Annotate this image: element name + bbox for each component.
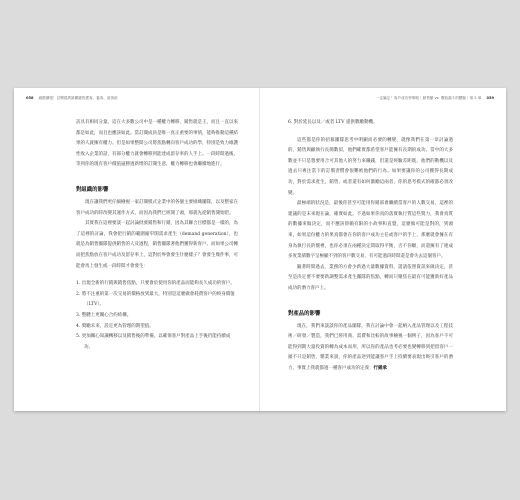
right-paragraph-3: 隨著時間過去，業務的方會少新過大量數據資料，證請依照資訊來做決定，甚至是決定要不要要新調整需求產生團隊的焦點，轉而只聚焦在最有可能獲新好產品成功的潛力客戶上。 <box>288 264 453 291</box>
left-page <box>14 88 260 411</box>
heading-product-impact: 對產品的影響 <box>288 310 321 317</box>
left-running-head: 細節擴張！訂閱經濟最關鍵的獲客、養客、留客術 <box>38 96 118 100</box>
paragraph-text: 現在，我們來談談你的產品團隊，我在討論中會一起納入產品管理以及工程技術／研發／製造，我們已經用商、需費和比較的故事檢視一個例子，因為客戶不可能得到期大量投資的轉為成本而用，所以你的產品也考必要也變轉移到把留客戶一頭不只是銷售，雜業來說，你的產品逆到能讓客戶手上持續要表現出吸引客戶的潛力，事實上我就都過一種客戶成功的定義： <box>288 323 453 371</box>
right-paragraph-2: 最極端的狀況是，最後你甚至可能用你銷部會繼續當客戶的人數交易，這裡的建議的是末來現在論，確實如此。不過如果你真的落實執行質這些獎力，我會真質的數據來做決定，而不應該仰賴有限的小故事和直覺，這麼做可能是對的，到頭來，如果這份權力的果真都會在你的客戶成功主任或客戶的手上，那麼就會擁在有身為執行長的懷裡，也你必須在兩種決定間取得平衡，否不你願，而還擁有了連成多度業績數字呈極顯不到的客戶數交易，有可能過段時間還是會失去這個客戶。 <box>288 201 453 260</box>
list-item: 5. 更加關心知識轉移以及銷售後的準備，以確保客戶對產品上手後仍能持續成功。 <box>76 334 231 350</box>
list-item: 4. 獎勵未來，設定更為管理的期望值。 <box>76 323 154 329</box>
list-item: 1. 出現全新的行銷與銷售焦點，只要會於使用你的產品而能夠長久成功的客戶。 <box>76 281 235 287</box>
right-paragraph-4 <box>288 322 453 375</box>
right-page-number: 059 <box>486 96 494 100</box>
numbered-list-continued <box>288 118 453 129</box>
left-page-body <box>76 118 238 353</box>
org-paragraph-2: 其實我在這裡要談一起討論批發銷售和行銷，因為其聯合目標都是一樣的，為了這裡的討論，我會把行銷的範圍縮窄開需求產生（demand generation），也就是為銷售團隊提供銷售的人及過程，銷售團隊著他們獲得新客戶。而如果公司轉而把焦點放在客戶成功及留存率上，這對於界會發生什麼樣子？會發生幾件事，可能會馬上發生或一段時間才會發生： <box>76 221 238 269</box>
right-running-head: 一定贏定！客戶成功學策略｜銷售額 vs. 價值漏斗的體驗｜第 2 章 <box>375 96 482 100</box>
right-page-body <box>288 118 453 374</box>
right-page-header <box>376 96 498 101</box>
list-item: 6. 對於延長以及／或者 LTV 提供數勵動機。 <box>288 120 378 125</box>
right-page <box>260 88 506 411</box>
numbered-list <box>76 279 238 353</box>
bold-phrase: 行銷承 <box>373 365 387 371</box>
left-intro-paragraph: 訪具有相同分量。這在大多數公司中是一種權力轉移，銷售就是王，而且一直以來都是如此，而且也應該如此。當訂閱成員是唯一真正重要的事情，能夠推動這種結果的人就擁有權力。但是如果整間公司將焦點轉向客戶成功的學，特別是致力維護性收入企業的話，有部分權力就會轉移到能達成留存率的人手上。一段時間過後，等到你的現有客戶價值逼勝過新增的訂閱生意，權力轉移也會繼續地進行。 <box>76 120 238 168</box>
book-spread <box>14 88 506 411</box>
list-item: 3. 整體上更關心合約結構。 <box>76 312 132 318</box>
org-paragraph-1: 現在讓我們更仔細檢視一家訂閱模式企業中的各個主要組織團隊，以及整家在客戶成功的時改變其運作方式，而因為我們已經開了頭，那就先從銷售開始吧。 <box>76 199 238 216</box>
left-page-header <box>22 96 118 101</box>
heading-organization-impact: 對組織的影響 <box>76 186 109 193</box>
list-item: 2. 將不注重的第一次交易的價格放到最大，特別是這麼做會耗費客戶的終身價值（LTV）。 <box>76 291 235 308</box>
left-page-number: 058 <box>26 96 34 100</box>
right-paragraph-1: 這些都是你的招募團隊思考中明顯而必要的轉變，就像我們在第一章討論過的，銷售與顧執行長簡數似，他們確實都希望客戶能擁有長期的成功。當中的大多數並不只是想要用合可其他人的努力來賺錢，但還是經驗差距既，他們的動機以及過去只專注當下的訂價習慣會很難被他們的行為。如果要讓你的公司獲得長期成功，對於需求產生、銷售、或者還有如何激勵這兩者，你的思考模式的確都必須改變。 <box>288 137 453 196</box>
